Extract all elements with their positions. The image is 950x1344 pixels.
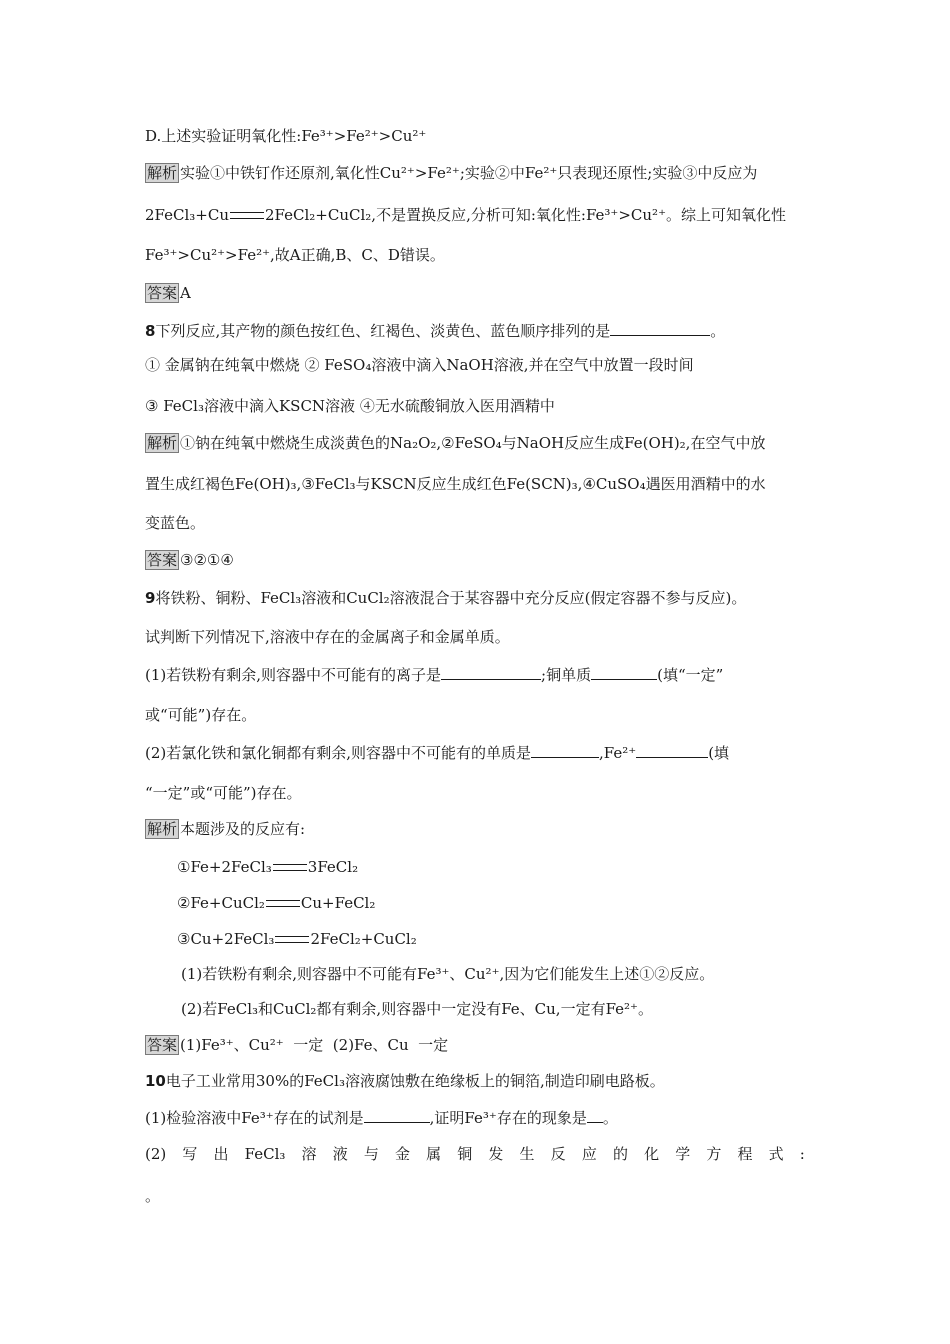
equals-sign (230, 212, 264, 219)
reaction-3 (177, 929, 847, 951)
part1-text-a: (1)若铁粉有剩余,则容器中不可能有的离子是 (145, 666, 442, 684)
question-text: 将铁粉、铜粉、FeCl₃溶液和CuCl₂溶液混合于某容器中充分反应(假定容器不参与反应)。 (155, 589, 747, 607)
analysis-text: 本题涉及的反应有: (180, 820, 306, 838)
question-text: 电子工业常用30%的FeCl₃溶液腐蚀敷在绝缘板上的铜箔,制造印刷电路板。 (165, 1072, 665, 1090)
part2-word: 生 (519, 1145, 535, 1163)
part2-word: (2) (145, 1145, 167, 1163)
part2-word: 方 (706, 1145, 722, 1163)
q9-stem-line-1 (145, 588, 815, 610)
part2-word: 反 (550, 1145, 566, 1163)
question-number: 10 (145, 1072, 166, 1090)
question-number: 8 (145, 322, 156, 340)
q9-stem-line-2: 试判断下列情况下,溶液中存在的金属离子和金属单质。 (145, 628, 510, 646)
q9-part2-line-2: “一定”或“可能”)存在。 (145, 784, 302, 802)
part2-word: 程 (737, 1145, 753, 1163)
part2-word: : (799, 1145, 805, 1163)
q8-analysis-line-2: 置生成红褐色Fe(OH)₃,③FeCl₃与KSCN反应生成红色Fe(SCN)₃,④CuSO₄遇医用酒精中的水 (145, 475, 766, 493)
reaction-right: 2FeCl₂+CuCl₂ (310, 930, 417, 948)
analysis-text: 实验①中铁钉作还原剂,氧化性Cu²⁺>Fe²⁺;实验②中Fe²⁺只表现还原性;实验③中反应为 (180, 164, 758, 182)
q9-explanation-1: (1)若铁粉有剩余,则容器中不可能有Fe³⁺、Cu²⁺,因为它们能发生上述①②反应。 (181, 965, 715, 983)
equation-right: 2FeCl₂+CuCl₂,不是置换反应,分析可知:氧化性:Fe³⁺>Cu²⁺。综上可知氧化性 (265, 206, 786, 224)
q10-part1 (145, 1107, 815, 1129)
part2-word: 式 (768, 1145, 784, 1163)
part1-text-c: (填“一定” (657, 666, 724, 684)
analysis-text: ①钠在纯氧中燃烧生成淡黄色的Na₂O₂,②FeSO₄与NaOH反应生成Fe(OH)₂,在空气中放 (180, 434, 766, 452)
q9-part1-line-1 (145, 664, 815, 686)
part2-word: 铜 (457, 1145, 473, 1163)
answer-tag: 答案 (147, 1036, 178, 1054)
part1-blank-phenomenon[interactable] (587, 1107, 603, 1123)
reaction-right: Cu+FeCl₂ (300, 894, 376, 912)
reaction-2 (177, 893, 847, 915)
question-number: 9 (145, 589, 156, 607)
part2-word: 与 (363, 1145, 379, 1163)
q9-analysis-intro (145, 819, 815, 841)
q8-options-line-1: ① 金属钠在纯氧中燃烧 ② FeSO₄溶液中滴入NaOH溶液,并在空气中放置一段时间 (145, 356, 694, 374)
part1-text-c: 。 (602, 1109, 618, 1127)
reaction-left: ②Fe+CuCl₂ (177, 894, 265, 912)
part2-word: FeCl₃ (244, 1145, 286, 1163)
answer-text: ③②①④ (180, 551, 234, 569)
q7-analysis-line-1 (145, 163, 815, 185)
q7-analysis-line-3: Fe³⁺>Cu²⁺>Fe²⁺,故A正确,B、C、D错误。 (145, 246, 445, 264)
answer-tag: 答案 (147, 551, 178, 569)
part2-blank-element[interactable] (531, 742, 599, 758)
q9-answer (145, 1035, 815, 1057)
part2-word: 化 (644, 1145, 660, 1163)
analysis-tag: 解析 (147, 164, 178, 182)
answer-text: (1)Fe³⁺、Cu²⁺ 一定 (2)Fe、Cu 一定 (180, 1036, 449, 1054)
q8-answer (145, 550, 815, 572)
reaction-left: ①Fe+2FeCl₃ (177, 858, 272, 876)
stem-end: 。 (710, 322, 726, 340)
q8-stem (145, 320, 815, 342)
part1-text-b: ,证明Fe³⁺存在的现象是 (429, 1109, 587, 1127)
q8-analysis-line-3: 变蓝色。 (145, 514, 206, 532)
analysis-tag: 解析 (147, 820, 178, 838)
part2-word: 属 (426, 1145, 442, 1163)
answer-text: A (180, 284, 191, 302)
q7-answer (145, 283, 815, 305)
reaction-right: 3FeCl₂ (307, 858, 359, 876)
reaction-1 (177, 857, 847, 879)
answer-tag: 答案 (147, 284, 178, 302)
part2-word: 发 (488, 1145, 504, 1163)
part1-blank-ions[interactable] (441, 664, 541, 680)
part2-word: 学 (675, 1145, 691, 1163)
part2-blank-fe2[interactable] (636, 742, 708, 758)
equals-sign (273, 864, 307, 871)
part1-blank-copper[interactable] (591, 664, 657, 680)
part2-word: 写 (182, 1145, 198, 1163)
q10-part2 (145, 1144, 805, 1166)
equals-sign (266, 900, 300, 907)
part2-text-b: ,Fe²⁺ (599, 744, 637, 762)
analysis-tag: 解析 (147, 434, 178, 452)
question-text: 下列反应,其产物的颜色按红色、红褐色、淡黄色、蓝色顺序排列的是 (155, 322, 611, 340)
part2-text-c: (填 (708, 744, 730, 762)
q9-part1-line-2: 或“可能”)存在。 (145, 706, 257, 724)
part2-word: 液 (332, 1145, 348, 1163)
q7-analysis-line-2 (145, 205, 815, 227)
part2-text-a: (2)若氯化铁和氯化铜都有剩余,则容器中不可能有的单质是 (145, 744, 532, 762)
q10-stem (145, 1071, 815, 1093)
part2-word: 应 (581, 1145, 597, 1163)
q8-analysis-line-1 (145, 433, 815, 455)
q8-options-line-2: ③ FeCl₃溶液中滴入KSCN溶液 ④无水硫酸铜放入医用酒精中 (145, 397, 555, 415)
option-d: D.上述实验证明氧化性:Fe³⁺>Fe²⁺>Cu²⁺ (145, 127, 427, 145)
part1-text-a: (1)检验溶液中Fe³⁺存在的试剂是 (145, 1109, 364, 1127)
part2-word: 出 (213, 1145, 229, 1163)
answer-blank[interactable] (610, 320, 710, 336)
equation-left: 2FeCl₃+Cu (145, 206, 230, 224)
part2-word: 的 (612, 1145, 628, 1163)
part1-blank-reagent[interactable] (364, 1107, 430, 1123)
equals-sign (275, 936, 309, 943)
reaction-left: ③Cu+2FeCl₃ (177, 930, 275, 948)
part2-word: 溶 (301, 1145, 317, 1163)
q10-part2-end: 。 (145, 1187, 161, 1205)
part1-text-b: ;铜单质 (541, 666, 592, 684)
part2-word: 金 (394, 1145, 410, 1163)
q9-explanation-2: (2)若FeCl₃和CuCl₂都有剩余,则容器中一定没有Fe、Cu,一定有Fe²⁺。 (181, 1000, 653, 1018)
q9-part2-line-1 (145, 742, 815, 764)
